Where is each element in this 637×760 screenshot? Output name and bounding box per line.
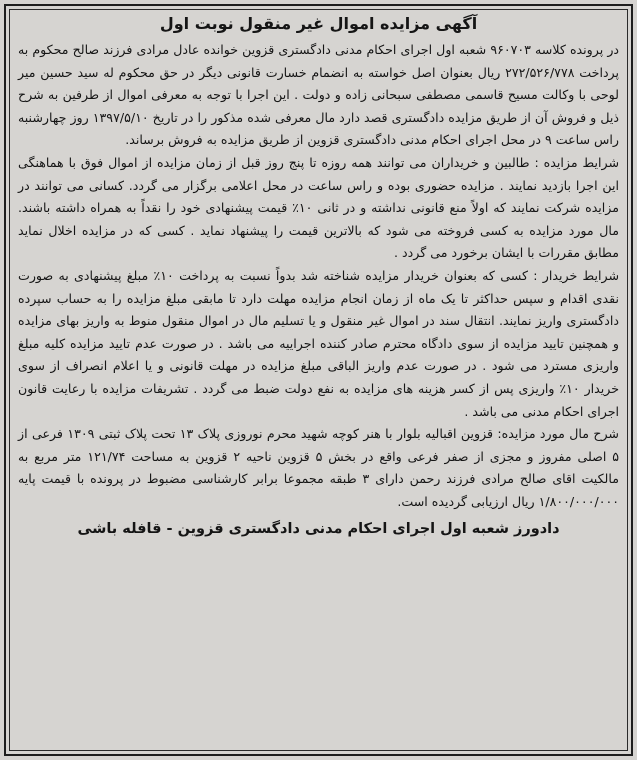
notice-title: آگهی مزایده اموال غیر منقول نوبت اول — [159, 14, 478, 33]
buyer-conditions-paragraph: شرایط خریدار : کسی که بعنوان خریدار مزایده شناخته شد بدواً نسبت به پرداخت ۱۰٪ مبلغ پیشنهادی به صورت نقدی اقدام و سپس حداکثر تا یک ماه از زمان انجام مزایده مهلت دارد تا مابقی مبلغ مزایده را به حساب سپرده دادگستری واریز نمایند. انتقال سند در اموال غیر منقول و یا تسلیم مال در اموال منقول منوط به واریز بهای مزایده و همچنین تایید مزایده از سوی دادگاه محترم صادر کننده اجراییه می باشد . در صورت عدم تایید مزایده کلیه مبلغ واریزی مسترد می شود . در صورت عدم واریز الباقی مبلغ مزایده در مهلت قانونی و یا اعلام انصراف از سوی خریدار ۱۰٪ واریزی پس از کسر هزینه های مزایده به نفع دولت ضبط می گردد . تشریفات مزایده با رعایت قانون اجرای احکام مدنی می باشد . — [18, 267, 619, 419]
property-description-paragraph: شرح مال مورد مزایده: قزوین اقبالیه بلوار با هنر کوچه شهید محرم نوروزی پلاک ۱۳ تحت پلاک ثبتی ۱۳۰۹ فرعی از ۵ اصلی مفروز و مجزی از صفر فرعی واقع در بخش ۵ قزوین ناحیه ۲ قزوین به مساحت ۱۲۱/۷۴ متر مربع به مالکیت اقای صالح مرادی فرزند رحمن دارای ۳ طبقه مجموعا برابر کارشناسی مضبوط در پرونده با قیمت پایه ۱/۸۰۰/۰۰۰/۰۰۰ ریال ارزیابی گردیده است. — [18, 426, 619, 509]
case-description-paragraph: در پرونده کلاسه ۹۶۰۷۰۳ شعبه اول اجرای احکام مدنی دادگستری قزوین خوانده عادل مرادی فرزند صالح محکوم به پرداخت ۲۷۲/۵۲۶/۷۷۸ ریال بعنوان اصل خواسته به انضمام خسارت قانونی دیگر در حق محکوم له سید حسین میر لوحی با وکالت مسیح قاسمی مصطفی سبحانی زاده و دولت . این اجرا با توجه به معرفی اموال از طرفین به شرح ذیل و فروش آن از طریق مزایده دادگستری قصد دارد مال معرفی شده مذکور را در تاریخ ۱۳۹۷/۵/۱۰ روز چهارشنبه راس ساعت ۹ در محل اجرای احکام مدنی دادگستری قزوین از طریق مزایده به فروش برساند. — [18, 42, 620, 148]
auction-conditions-paragraph: شرایط مزایده : طالبین و خریداران می توانند همه روزه تا پنج روز قبل از زمان مزایده از اموال فوق با هماهنگی این اجرا بازدید نمایند . مزایده حضوری بوده و راس ساعت در محل اعلامی برگزار می گردد. کسانی می توانند در مزایده شرکت نمایند که اولاً منع قانونی نداشته و در ثانی ۱۰٪ قیمت پیشنهادی خود را نقداً به همراه داشته باشند. مال مورد مزایده به کسی فروخته می شود که بالاترین قیمت را پیشنهاد نماید . کسی که در مزایده اخلال نماید مطابق مقررات با ایشان برخورد می گردد . — [18, 154, 619, 261]
notice-signature: دادورز شعبه اول اجرای احکام مدنی دادگستری قزوین - قافله باشی — [77, 521, 560, 538]
notice-content — [18, 12, 619, 748]
